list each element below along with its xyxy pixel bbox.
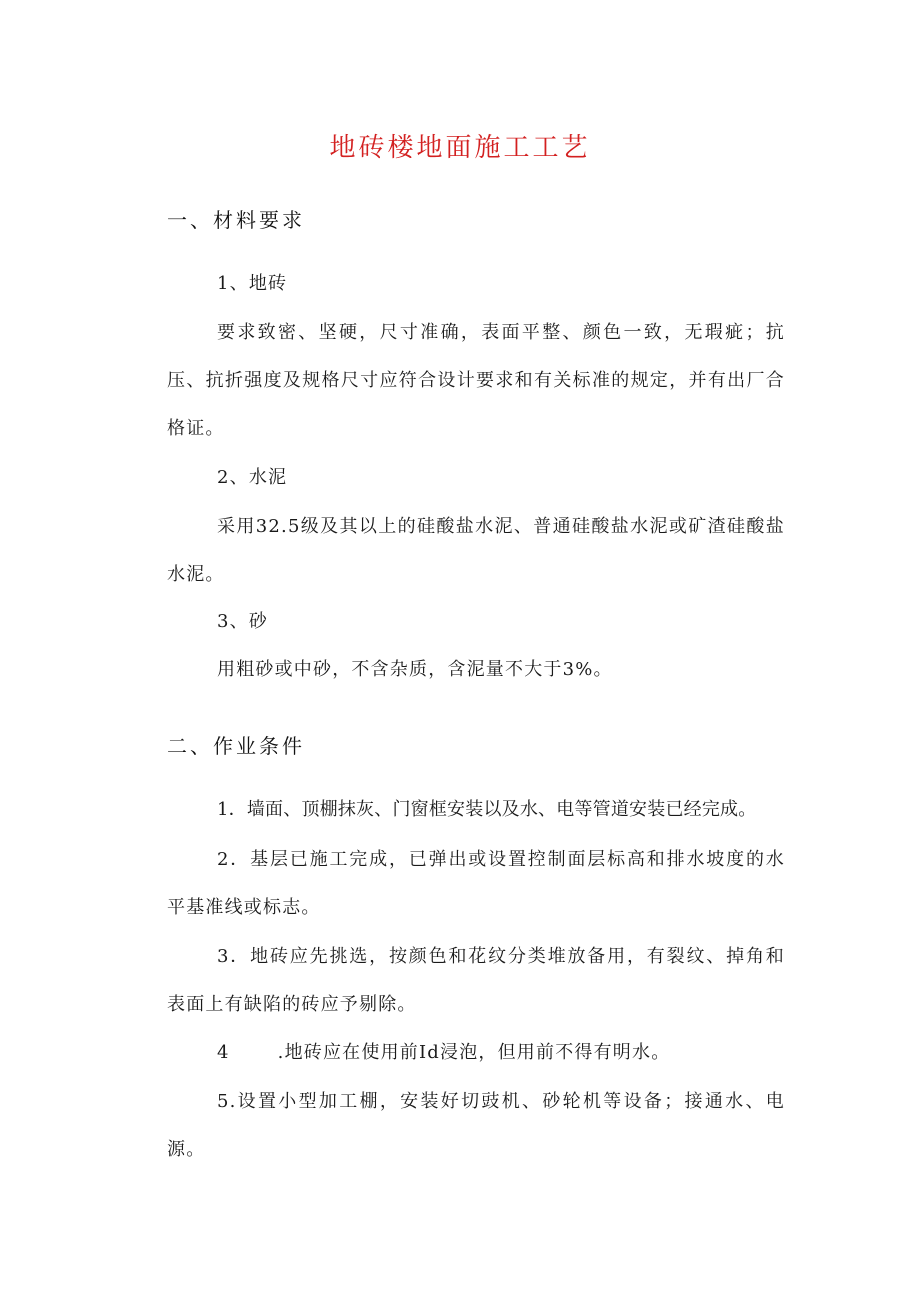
condition-item-5: 5.设置小型加工棚，安装好切豉机、砂轮机等设备；接通水、电源。 — [167, 1091, 785, 1160]
condition-item-1: 1．墙面、顶棚抹灰、门窗框安装以及水、电等管道安装已经完成。 — [217, 799, 757, 820]
condition-item-3: 3．地砖应先挑选，按颜色和花纹分类堆放备用，有裂纹、掉角和表面上有缺陷的砖应予剔除。 — [167, 946, 785, 1015]
item-heading-cement: 2、水泥 — [217, 467, 288, 488]
condition-item-2: 2．基层已施工完成，已弹出或设置控制面层标高和排水坡度的水平基准线或标志。 — [167, 849, 785, 918]
paragraph-cement-requirements: 采用32.5级及其以上的硅酸盐水泥、普通硅酸盐水泥或矿渣硅酸盐水泥。 — [167, 516, 785, 585]
paragraph-floor-tile-requirements: 要求致密、坚硬，尺寸准确，表面平整、颜色一致，无瑕疵；抗压、抗折强度及规格尺寸应符合设计要求和有关标准的规定，并有出厂合格证。 — [167, 322, 785, 439]
condition-item-4 — [167, 1029, 785, 1077]
section-heading-materials: 一、材料要求 — [167, 208, 305, 232]
section-heading-work-conditions: 二、作业条件 — [167, 734, 305, 758]
condition-item-4-number: 4 — [217, 1042, 230, 1063]
paragraph-sand-requirements: 用粗砂或中砂，不含杂质，含泥量不大于3%。 — [217, 659, 613, 680]
document-title: 地砖楼地面施工工艺 — [329, 133, 591, 163]
item-heading-floor-tile: 1、地砖 — [217, 273, 288, 294]
item-heading-sand: 3、砂 — [217, 611, 269, 632]
condition-item-4-text: .地砖应在使用前Id浸泡，但用前不得有明水。 — [277, 1042, 671, 1063]
